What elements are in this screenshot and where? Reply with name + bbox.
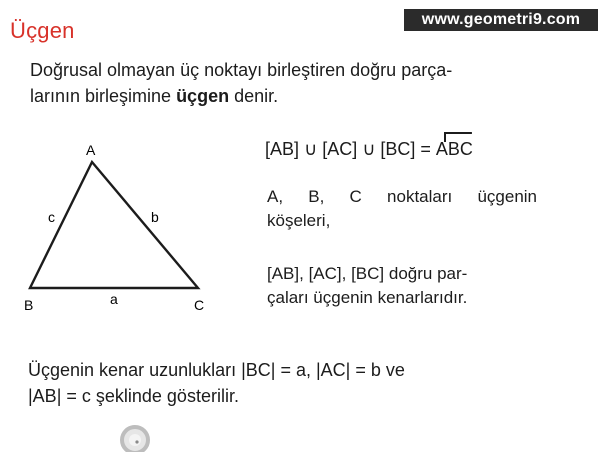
side-lengths-line-2: |AB| = c şeklinde gösterilir. <box>28 386 239 406</box>
vertex-c-label: C <box>194 297 205 313</box>
sides-text <box>267 262 537 310</box>
angle-abc: ABC <box>435 139 473 159</box>
definition-line-1: Doğrusal olmayan üç noktayı birleştiren doğru parça- <box>30 60 453 80</box>
vertices-text <box>267 185 537 233</box>
formula-left: [AB] ∪ [AC] ∪ [BC] = <box>265 139 436 159</box>
side-a-label: a <box>110 291 118 307</box>
side-b-label: b <box>151 209 159 225</box>
side-lengths-text <box>28 357 538 409</box>
definition-line-2-end: denir. <box>229 86 279 106</box>
union-formula <box>265 137 473 161</box>
page-title: Üçgen <box>10 18 75 43</box>
vertex-b-label: B <box>24 297 34 313</box>
definition-line-2-start: larının birleşimine <box>30 86 177 106</box>
side-lengths-line-1: Üçgenin kenar uzunlukları |BC| = a, |AC| = b ve <box>28 360 405 380</box>
vertex-a-label: A <box>86 142 96 158</box>
definition-term: üçgen <box>176 86 230 106</box>
vertices-line-1: A, B, C noktaları üçgenin <box>267 187 537 206</box>
vertices-line-2: köşeleri, <box>267 211 331 230</box>
triangle-shape <box>30 162 198 288</box>
triangle-figure <box>18 138 228 323</box>
site-watermark: www.geometri9.com <box>404 9 598 31</box>
sides-line-1: [AB], [AC], [BC] doğru par- <box>267 264 468 283</box>
side-c-label: c <box>48 209 55 225</box>
cursor-ring-icon <box>110 418 160 452</box>
definition-text <box>30 57 550 109</box>
definition-line-2 <box>30 83 550 109</box>
sides-line-2: çaları üçgenin kenarlarıdır. <box>267 288 468 307</box>
